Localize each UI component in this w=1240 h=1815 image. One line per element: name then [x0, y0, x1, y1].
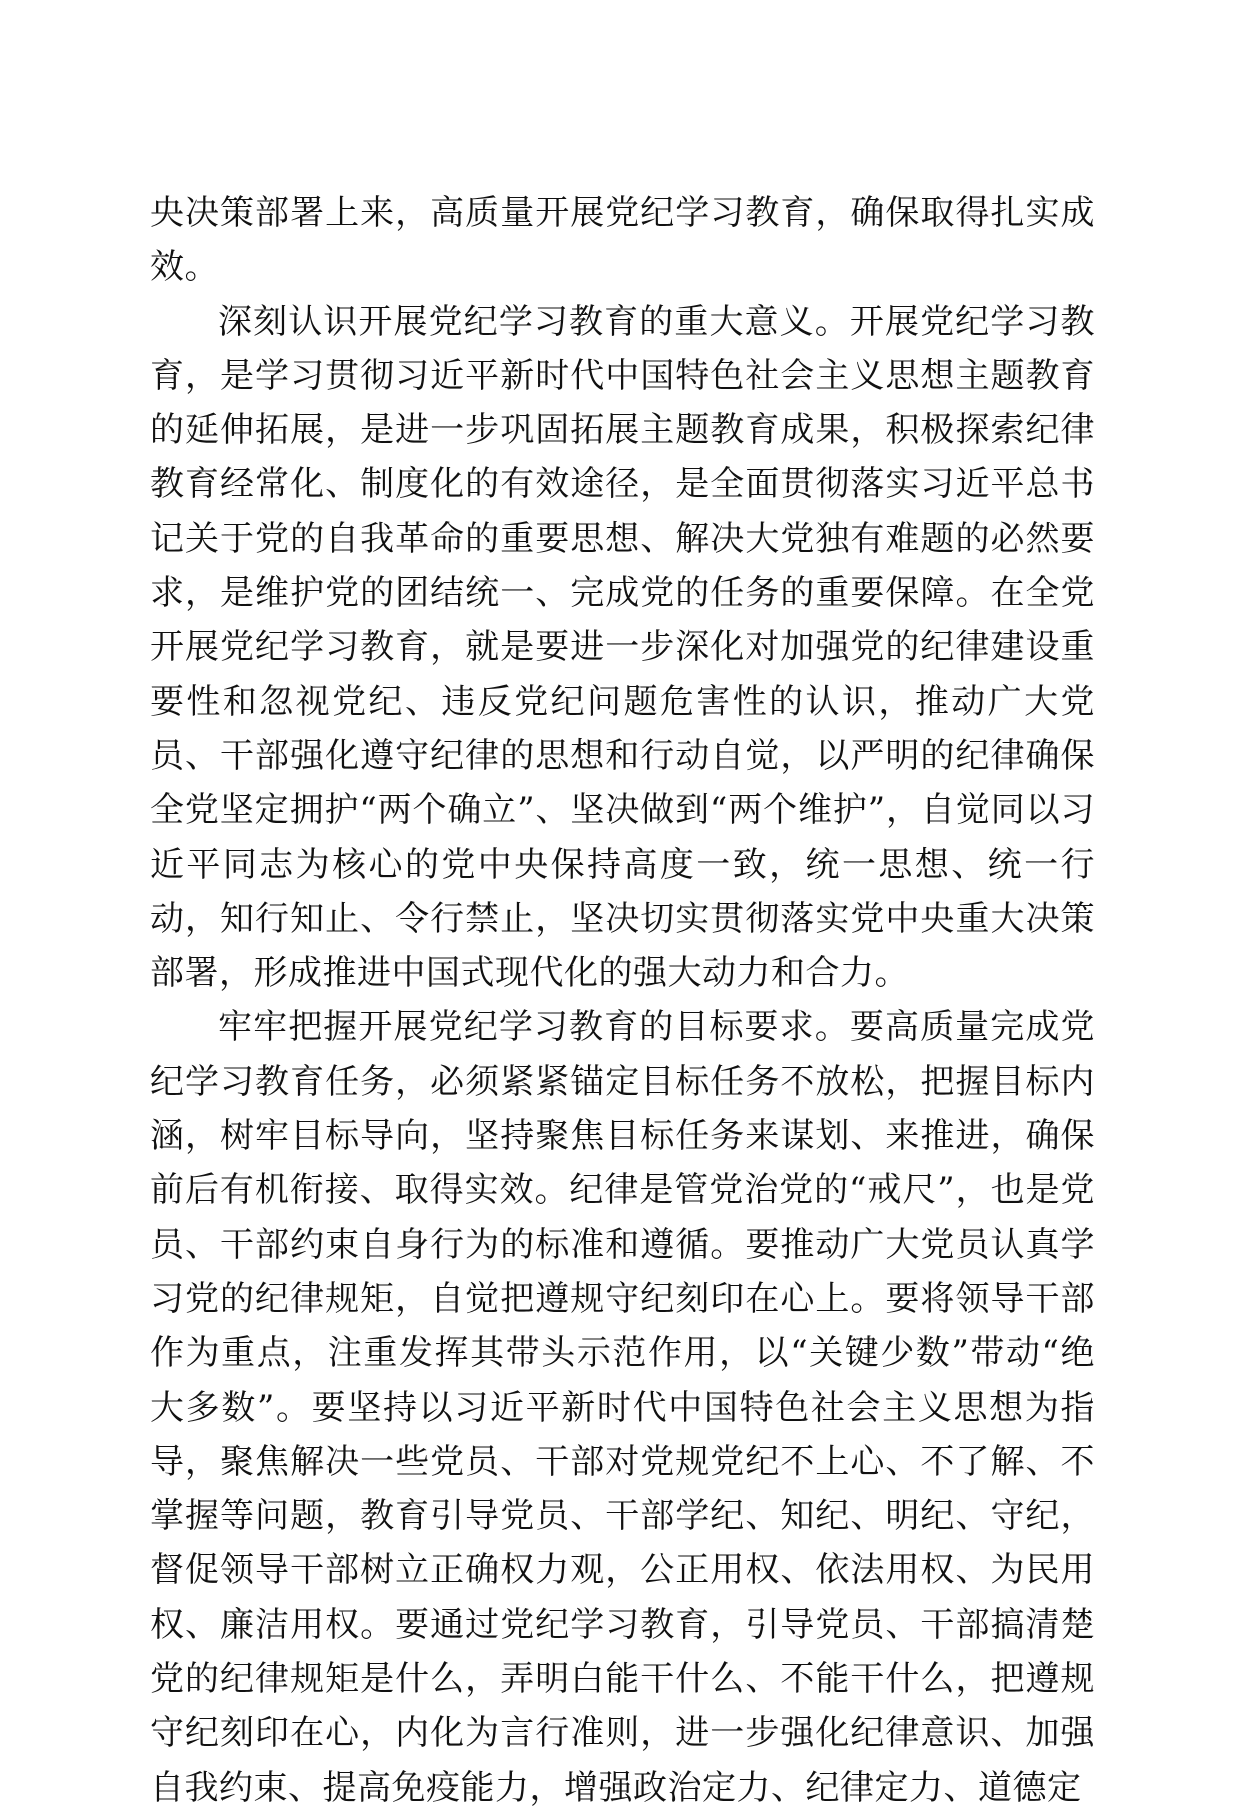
paragraph-continuation: 央决策部署上来，高质量开展党纪学习教育，确保取得扎实成效。 [150, 193, 1095, 288]
document-page [150, 186, 1095, 1815]
paragraph-significance: 深刻认识开展党纪学习教育的重大意义。开展党纪学习教育，是学习贯彻习近平新时代中国特色社会主义思想主题教育的延伸拓展，是进一步巩固拓展主题教育成果，积极探索纪律教育经常化、制度化的有效途径，是全面贯彻落实习近平总书记关于党的自我革命的重要思想、解决大党独有难题的必然要求，是维护党的团结统一、完成党的任务的重要保障。在全党开展党纪学习教育，就是要进一步深化对加强党的纪律建设重要性和忽视党纪、违反党纪问题危害性的认识，推动广大党员、干部强化遵守纪律的思想和行动自觉，以严明的纪律确保全党坚定拥护“两个确立”、坚决做到“两个维护”，自觉同以习近平同志为核心的党中央保持高度一致，统一思想、统一行动，知行知止、令行禁止，坚决切实贯彻落实党中央重大决策部署，形成推进中国式现代化的强大动力和合力。 [150, 301, 1095, 994]
paragraph-objectives: 牢牢把握开展党纪学习教育的目标要求。要高质量完成党纪学习教育任务，必须紧紧锚定目标任务不放松，把握目标内涵，树牢目标导向，坚持聚焦目标任务来谋划、来推进，确保前后有机衔接、取得实效。纪律是管党治党的“戒尺”，也是党员、干部约束自身行为的标准和遵循。要推动广大党员认真学习党的纪律规矩，自觉把遵规守纪刻印在心上。要将领导干部作为重点，注重发挥其带头示范作用，以“关键少数”带动“绝大多数”。要坚持以习近平新时代中国特色社会主义思想为指导，聚焦解决一些党员、干部对党规党纪不上心、不了解、不掌握等问题，教育引导党员、干部学纪、知纪、明纪、守纪，督促领导干部树立正确权力观，公正用权、依法用权、为民用权、廉洁用权。要通过党纪学习教育，引导党员、干部搞清楚党的纪律规矩是什么，弄明白能干什么、不能干什么，把遵规守纪刻印在心，内化为言行准则，进一步强化纪律意识、加强自我约束、提高免疫能力，增强政治定力、纪律定力、道德定 [150, 1007, 1095, 1808]
